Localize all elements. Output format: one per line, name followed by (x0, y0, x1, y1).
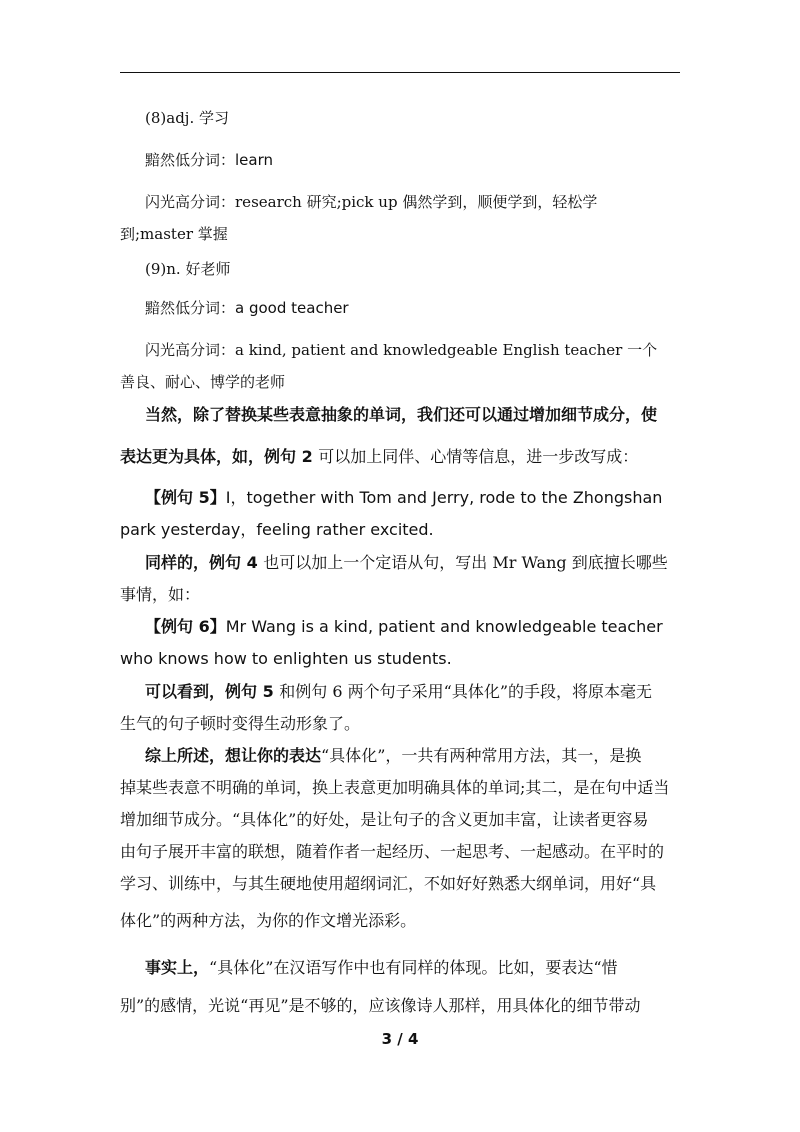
high-score-label: 闪光高分词： (145, 341, 236, 359)
vocab-item-8-high-cont: 到;master 掌握 (120, 225, 228, 243)
paragraph-1-line-2: 表达更为具体，如，例句 2 可以加上同伴、心情等信息，进一步改写成： (120, 447, 639, 466)
paragraph-5-line-1: 事实上，“具体化”在汉语写作中也有同样的体现。比如，要表达“惜 (145, 958, 618, 977)
vocab-item-9-high (145, 340, 657, 360)
low-score-words: a good teacher (235, 299, 349, 317)
paragraph-4-line-5: 学习、训练中，与其生硬地使用超纲词汇，不如好好熟悉大纲单词，用好“具 (120, 874, 657, 893)
low-score-words: learn (235, 151, 274, 169)
high-score-words: research 研究;pick up 偶然学到，顺便学到，轻松学 (235, 193, 598, 211)
paragraph-2-line-2: 事情，如： (120, 585, 201, 604)
vocab-item-8-high (145, 192, 597, 212)
example-6-tag: 【例句 6】 (145, 617, 226, 636)
paragraph-4-line-1: 综上所述，想让你的表达“具体化”，一共有两种常用方法，其一，是换 (145, 746, 642, 765)
paragraph-2-line-1: 同样的，例句 4 也可以加上一个定语从句，写出 Mr Wang 到底擅长哪些 (145, 553, 668, 572)
header-rule (120, 72, 680, 73)
paragraph-3-line-1: 可以看到，例句 5 和例句 6 两个句子采用“具体化”的手段，将原本毫无 (145, 682, 652, 701)
vocab-item-9-heading: (9)n. 好老师 (145, 260, 231, 278)
paragraph-1-line-1: 当然，除了替换某些表意抽象的单词，我们还可以通过增加细节成分，使 (145, 405, 658, 424)
high-score-words: a kind, patient and knowledgeable English teacher 一个 (235, 341, 658, 359)
paragraph-4-line-6: 体化”的两种方法，为你的作文增光添彩。 (120, 911, 417, 930)
paragraph-5-line-2: 别”的感情，光说“再见”是不够的，应该像诗人那样，用具体化的细节带动 (120, 996, 641, 1015)
paragraph-3-line-2: 生气的句子顿时变得生动形象了。 (120, 714, 361, 733)
vocab-item-9-high-cont: 善良、耐心、博学的老师 (120, 373, 286, 391)
high-score-label: 闪光高分词： (145, 193, 236, 211)
example-5-line-2: park yesterday，feeling rather excited. (120, 520, 434, 539)
low-score-label: 黯然低分词： (145, 299, 236, 317)
vocab-item-8-heading: (8)adj. 学习 (145, 109, 229, 127)
vocab-item-9-low (145, 298, 349, 318)
paragraph-4-line-4: 由句子展开丰富的联想，随着作者一起经历、一起思考、一起感动。在平时的 (120, 842, 665, 861)
low-score-label: 黯然低分词： (145, 151, 236, 169)
paragraph-4-line-2: 掉某些表意不明确的单词，换上表意更加明确具体的单词;其二，是在句中适当 (120, 778, 670, 797)
paragraph-4-line-3: 增加细节成分。“具体化”的好处，是让句子的含义更加丰富，让读者更容易 (120, 810, 649, 829)
example-6-line-2: who knows how to enlighten us students. (120, 649, 452, 668)
example-5-tag: 【例句 5】 (145, 488, 226, 507)
example-5-line-1: 【例句 5】I，together with Tom and Jerry, rode to the Zhongshan (145, 488, 663, 507)
page-number: 3 / 4 (381, 1030, 419, 1048)
example-6-line-1: 【例句 6】Mr Wang is a kind, patient and knowledgeable teacher (145, 617, 663, 636)
vocab-item-8-low (145, 150, 273, 170)
